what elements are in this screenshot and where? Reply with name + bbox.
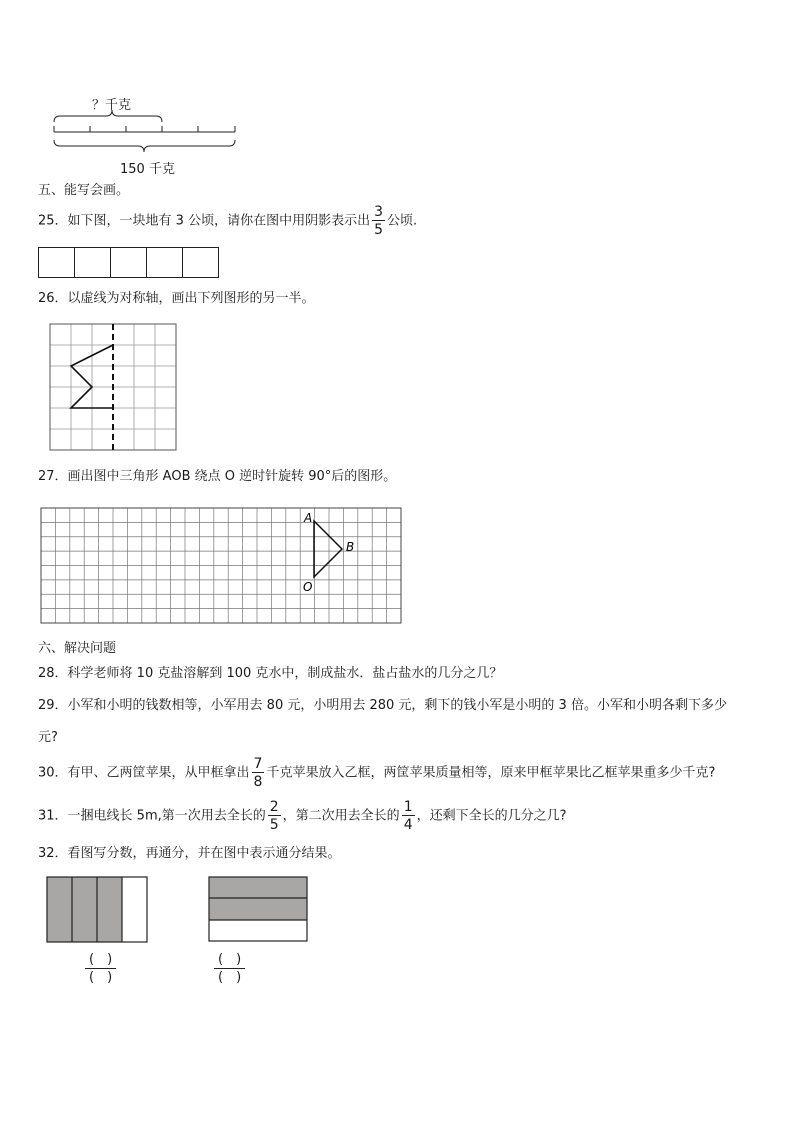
question-28: 28．科学老师将 10 克盐溶解到 100 克水中，制成盐水．盐占盐水的几分之几？ bbox=[38, 666, 503, 681]
q26-symmetry-grid[interactable] bbox=[48, 322, 180, 454]
q32-figure-2[interactable] bbox=[208, 876, 310, 944]
q32-blank-den-2[interactable]: ( ) bbox=[218, 970, 242, 985]
bracket-top-label: ？千克 bbox=[92, 98, 132, 113]
section5-heading: 五、能写会画。 bbox=[38, 183, 130, 198]
q25-suffix: 公顷. bbox=[387, 213, 418, 229]
q25-box-row[interactable] bbox=[38, 247, 220, 279]
q30-fraction bbox=[252, 757, 265, 789]
q30-frac-den: 8 bbox=[253, 774, 263, 790]
q30-frac-num: 7 bbox=[253, 756, 263, 772]
q27-rotation-grid[interactable] bbox=[40, 507, 402, 625]
q25-frac-den: 5 bbox=[374, 222, 383, 238]
question-27: 27．画出图中三角形 AOB 绕点 O 逆时针旋转 90°后的图形。 bbox=[38, 469, 397, 484]
q25-fraction bbox=[372, 205, 385, 237]
q31-middle: ，第二次用去全长的 bbox=[282, 808, 400, 824]
q32-blank-num-2[interactable]: ( ) bbox=[214, 951, 245, 969]
bracket-bottom-label: 150 千克 bbox=[120, 162, 175, 177]
q32-blank-num-1[interactable]: ( ) bbox=[85, 951, 116, 969]
label-a: A bbox=[304, 511, 313, 525]
q32-blank-fraction-1[interactable] bbox=[85, 951, 116, 986]
q32-blank-fraction-2[interactable] bbox=[214, 951, 245, 986]
q30-suffix: 千克苹果放入乙框，两筐苹果质量相等，原来甲框苹果比乙框苹果重多少千克? bbox=[266, 765, 716, 781]
question-30 bbox=[38, 757, 715, 789]
question-31 bbox=[38, 800, 567, 832]
q31-suffix: ，还剩下全长的几分之几? bbox=[416, 808, 567, 824]
q31-fraction-2 bbox=[402, 800, 415, 832]
question-26: 26．以虚线为对称轴，画出下列图形的另一半。 bbox=[38, 291, 315, 306]
section6-heading: 六、解决问题 bbox=[38, 641, 117, 656]
q30-prefix: 30．有甲、乙两筐苹果，从甲框拿出 bbox=[38, 765, 250, 781]
q25-prefix: 25．如下图，一块地有 3 公顷，请你在图中用阴影表示出 bbox=[38, 213, 371, 229]
label-b: B bbox=[346, 540, 355, 554]
label-o: O bbox=[303, 580, 313, 594]
q25-frac-num: 3 bbox=[374, 204, 383, 220]
question-29-line2: 元? bbox=[38, 730, 58, 745]
question-25 bbox=[38, 205, 417, 237]
question-29-line1: 29．小军和小明的钱数相等，小军用去 80 元，小明用去 280 元，剩下的钱小军是小明的 3 倍。小军和小明各剩下多少 bbox=[38, 698, 727, 713]
q31-frac2-den: 4 bbox=[403, 817, 413, 833]
q32-blank-den-1[interactable]: ( ) bbox=[89, 970, 113, 985]
bracket-diagram bbox=[40, 92, 250, 182]
q31-frac1-den: 5 bbox=[269, 817, 279, 833]
q31-frac2-num: 1 bbox=[403, 799, 413, 815]
q31-frac1-num: 2 bbox=[269, 799, 279, 815]
q31-fraction-1 bbox=[268, 800, 281, 832]
q32-figure-1[interactable] bbox=[46, 876, 150, 944]
question-32: 32．看图写分数，再通分，并在图中表示通分结果。 bbox=[38, 846, 341, 861]
q31-prefix: 31．一捆电线长 5m,第一次用去全长的 bbox=[38, 808, 266, 824]
